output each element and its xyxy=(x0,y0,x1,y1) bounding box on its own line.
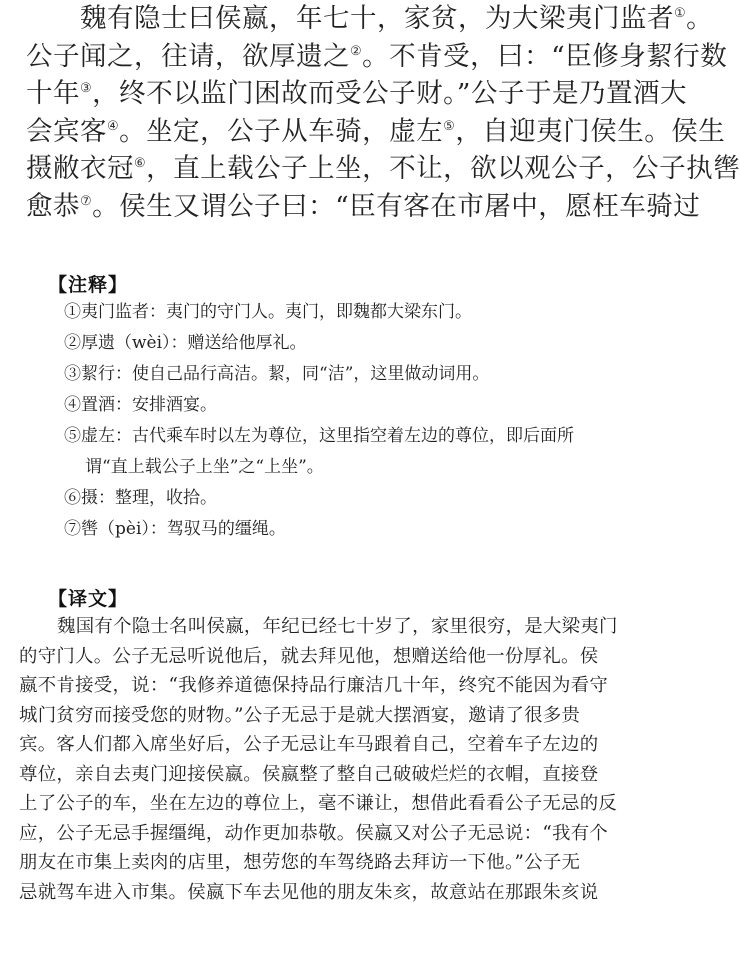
translation-heading: 【译文】 xyxy=(48,588,129,610)
translation-text xyxy=(19,612,667,907)
note-item: ④置酒：安排酒宴。 xyxy=(64,395,217,415)
text-line: 魏有隐士曰侯嬴，年七十，家贫，为大梁夷门监者①。 xyxy=(80,3,714,34)
translation-line: 嬴不肯接受，说：“我修养道德保持品行廉洁几十年，终究不能因为看守 xyxy=(19,675,609,696)
translation-line: 朋友在市集上卖肉的店里，想劳您的车驾绕路去拜访一下他。”公子无 xyxy=(19,852,581,873)
text-line: 愈恭⑦。侯生又谓公子曰：“臣有客在市屠中，愿枉车骑过 xyxy=(26,190,701,222)
notes-heading: 【注释】 xyxy=(48,274,129,296)
note-item: ⑤虚左：古代乘车时以左为尊位，这里指空着左边的尊位，即后面所 xyxy=(64,426,574,446)
note-item-continuation: 谓“直上载公子上坐”之“上坐”。 xyxy=(85,457,324,477)
footnote-marker: ⑥ xyxy=(134,156,147,172)
translation-line: 的守门人。公子无忌听说他后，就去拜见他，想赠送给他一份厚礼。侯 xyxy=(19,645,599,667)
footnote-marker: ① xyxy=(674,6,687,22)
text-line: 摄敝衣冠⑥，直上载公子上坐，不让，欲以观公子，公子执辔 xyxy=(26,153,740,184)
classical-text xyxy=(26,0,740,225)
translation-line: 城门贫穷而接受您的财物。”公子无忌于是就大摆酒宴，邀请了很多贵 xyxy=(19,704,581,726)
translation-line: 忌就驾车进入市集。侯嬴下车去见他的朋友朱亥，故意站在那跟朱亥说 xyxy=(19,881,599,903)
translation-line: 上了公子的车，坐在左边的尊位上，毫不谦让，想借此看看公子无忌的反 xyxy=(19,793,618,814)
note-item: ⑦辔（pèi）：驾驭马的缰绳。 xyxy=(64,519,286,539)
footnote-marker: ③ xyxy=(80,81,93,97)
note-item: ②厚遗（wèi）：赠送给他厚礼。 xyxy=(64,333,307,353)
text-line: 公子闻之，往请，欲厚遗之②。不肯受，曰：“臣修身絜行数 xyxy=(26,40,728,72)
translation-line: 魏国有个隐士名叫侯嬴，年纪已经七十岁了，家里很穷，是大梁夷门 xyxy=(57,616,618,637)
footnote-marker: ④ xyxy=(107,118,120,134)
notes-list xyxy=(64,297,664,545)
translation-line: 应，公子无忌手握缰绳，动作更加恭敬。侯嬴又对公子无忌说：“我有个 xyxy=(19,822,609,844)
note-item: ③絜行：使自己品行高洁。絜，同“洁”，这里做动词用。 xyxy=(64,364,490,384)
footnote-marker: ② xyxy=(350,43,363,59)
text-line: 十年③，终不以监门困故而受公子财。”公子于是乃置酒大 xyxy=(26,78,687,109)
footnote-marker: ⑦ xyxy=(80,193,93,209)
text-line: 会宾客④。坐定，公子从车骑，虚左⑤，自迎夷门侯生。侯生 xyxy=(26,115,726,147)
translation-line: 宾。客人们都入席坐好后，公子无忌让车马跟着自己，空着车子左边的 xyxy=(19,734,599,755)
translation-line: 尊位，亲自去夷门迎接侯嬴。侯嬴整了整自己破破烂烂的衣帽，直接登 xyxy=(19,763,599,785)
note-item: ①夷门监者：夷门的守门人。夷门，即魏都大梁东门。 xyxy=(64,302,472,322)
footnote-marker: ⑤ xyxy=(443,118,456,134)
note-item: ⑥摄：整理，收拾。 xyxy=(64,488,217,508)
